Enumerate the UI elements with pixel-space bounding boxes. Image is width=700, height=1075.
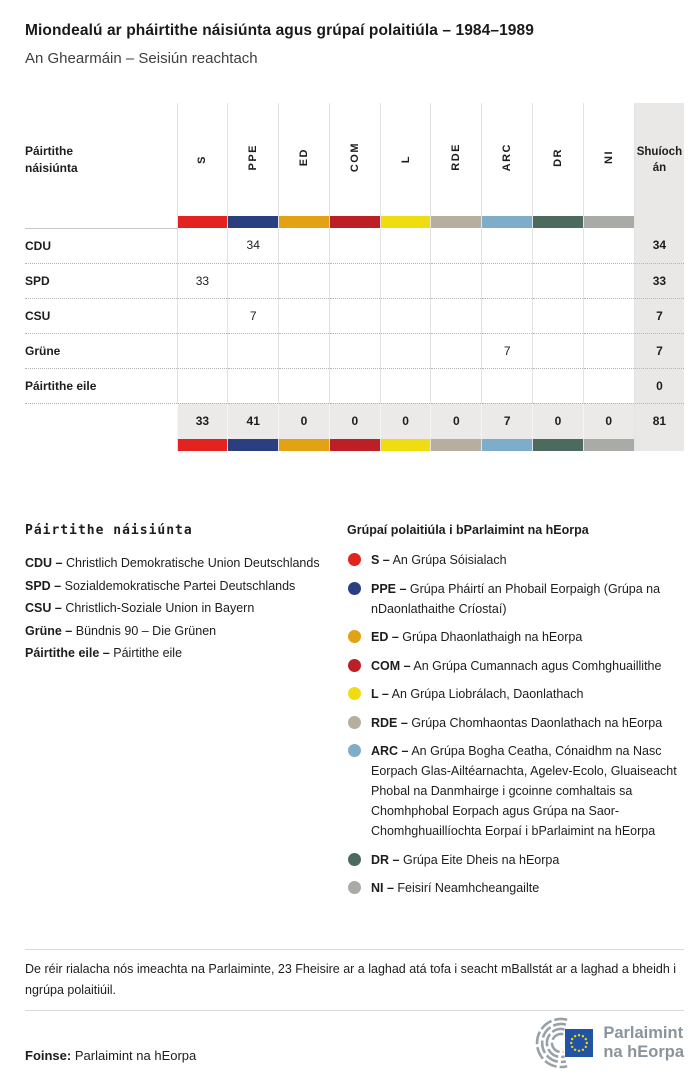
column-header-group-ni: NI [602, 150, 615, 164]
list-item: PPE – Grúpa Pháirtí an Phobail Eorpaigh (Grúpa na nDaonlathaithe Críostaí) [347, 579, 684, 619]
column-header-group-arc: ARC [501, 142, 514, 172]
group-color-bar [482, 439, 533, 451]
group-total: 0 [533, 403, 584, 439]
group-color-bar [380, 216, 431, 228]
page-title: Miondealú ar pháirtithe náisiúnta agus grúpaí polaitiúla – 1984–1989 [25, 22, 534, 39]
grand-total: 81 [634, 403, 684, 439]
group-color-bar-row [25, 216, 684, 228]
group-color-dot [348, 553, 361, 566]
list-item: SPD – Sozialdemokratische Partei Deutschlands [25, 578, 296, 593]
legend-section [25, 523, 684, 907]
group-total: 7 [482, 403, 533, 439]
group-color-dot [348, 744, 361, 757]
party-name: SPD [25, 263, 177, 298]
group-color-bar [228, 216, 279, 228]
legend-political-groups [347, 523, 684, 907]
group-color-dot [348, 716, 361, 729]
group-total: 0 [279, 403, 330, 439]
column-header-group-s: S [196, 154, 209, 164]
group-color-bar [279, 216, 330, 228]
list-item: ED – Grúpa Dhaonlathaigh na hEorpa [347, 627, 684, 647]
ep-logo-text: Parlaimint na hEorpa [603, 1023, 684, 1061]
column-header-group-dr: DR [551, 147, 564, 167]
list-item: Páirtithe eile – Páirtithe eile [25, 646, 183, 660]
group-color-dot [348, 687, 361, 700]
list-item: ARC – An Grúpa Bogha Ceatha, Cónaidhm na Nasc Eorpach Glas-Ailtéarnachta, Agelev-Ecolo, Gluaiseacht Phobal na Danmhairge i gcoinne comhaltais sa Chomhphobal Eorpach agus Grúpa na Saor-Chomhghuaillíochta Eorpaí i bParlaimint na hEorpa [347, 741, 684, 841]
source-label: Foinse: [25, 1047, 72, 1063]
row-total: 7 [634, 298, 684, 333]
row-total: 34 [634, 228, 684, 263]
group-total: 41 [228, 403, 279, 439]
group-color-bar-row-bottom [25, 439, 684, 451]
column-header-group-com: COM [348, 141, 361, 173]
list-item: Grüne – Bündnis 90 – Die Grünen [25, 623, 217, 638]
group-color-dot [348, 630, 361, 643]
group-color-bar [533, 439, 584, 451]
table-row-grune: Grüne 7 7 [25, 333, 684, 368]
source-line [25, 1048, 196, 1063]
table-row-cdu: CDU 34 34 [25, 228, 684, 263]
group-color-bar [431, 439, 482, 451]
group-color-bar [177, 439, 228, 451]
party-name: Grüne [25, 333, 177, 368]
list-item: COM – An Grúpa Cumannach agus Comhghuaillithe [347, 656, 684, 676]
row-total: 0 [634, 368, 684, 403]
column-header-seats: Shuíochán [636, 145, 683, 174]
group-color-bar [533, 216, 584, 228]
eu-flag-icon [565, 1029, 593, 1057]
list-item: RDE – Grúpa Chomhaontas Daonlathach na hEorpa [347, 713, 684, 733]
column-header-group-rde: RDE [450, 143, 463, 171]
divider [25, 1010, 684, 1011]
page-subtitle: An Ghearmáin – Seisiún reachtach [25, 50, 258, 67]
legend-groups-heading: Grúpaí polaitiúla i bParlaimint na hEorpa [347, 523, 589, 537]
group-color-dot [348, 582, 361, 595]
column-header-group-ppe: PPE [247, 143, 260, 171]
column-header-group-l: L [399, 155, 412, 164]
group-color-bar [583, 439, 634, 451]
group-total: 0 [583, 403, 634, 439]
row-total: 7 [634, 333, 684, 368]
party-name: CDU [25, 228, 177, 263]
group-color-bar [431, 216, 482, 228]
footnote: De réir rialacha nós imeachta na Parlaiminte, 23 Fheisire ar a laghad atá tofa i seacht mBallstát ar a laghad a bheidh i ngrúpa polaitiúil. [25, 961, 677, 997]
legend-parties-heading: Páirtithe náisiúnta [25, 523, 193, 538]
list-item: DR – Grúpa Eite Dheis na hEorpa [347, 850, 684, 870]
group-total: 0 [380, 403, 431, 439]
list-item: S – An Grúpa Sóisialach [347, 550, 684, 570]
list-item: CSU – Christlich-Soziale Union in Bayern [25, 601, 255, 615]
list-item: L – An Grúpa Liobrálach, Daonlathach [347, 684, 684, 704]
group-color-bar [177, 216, 228, 228]
group-color-bar [228, 439, 279, 451]
group-total: 0 [329, 403, 380, 439]
ep-logo [525, 1014, 684, 1072]
party-name: Páirtithe eile [25, 368, 177, 403]
group-color-dot [348, 853, 361, 866]
group-color-bar [329, 439, 380, 451]
group-total: 33 [177, 403, 228, 439]
table-row-csu: CSU 7 7 [25, 298, 684, 333]
table-row-other-parties [25, 368, 684, 403]
group-color-bar [279, 439, 330, 451]
party-name: CSU [25, 298, 177, 333]
group-color-bar [583, 216, 634, 228]
breakdown-table [25, 103, 684, 451]
hemicycle-icon [525, 1014, 595, 1072]
legend-national-parties [25, 523, 347, 907]
footer [25, 1013, 684, 1075]
group-color-dot [348, 659, 361, 672]
group-color-bar [329, 216, 380, 228]
source-text: Parlaimint na hEorpa [74, 1047, 197, 1063]
divider [25, 949, 684, 950]
table-row-spd: SPD 33 33 [25, 263, 684, 298]
table-totals-row [25, 403, 684, 439]
group-color-dot [348, 881, 361, 894]
group-color-bar [380, 439, 431, 451]
column-header-parties: Páirtithe náisiúnta [25, 143, 78, 175]
list-item: NI – Feisirí Neamhcheangailte [347, 878, 684, 898]
list-item: CDU – Christlich Demokratische Union Deutschlands [25, 556, 320, 570]
column-header-group-ed: ED [297, 147, 310, 167]
group-total: 0 [431, 403, 482, 439]
group-color-bar [482, 216, 533, 228]
table-header-row [25, 103, 684, 216]
row-total: 33 [634, 263, 684, 298]
